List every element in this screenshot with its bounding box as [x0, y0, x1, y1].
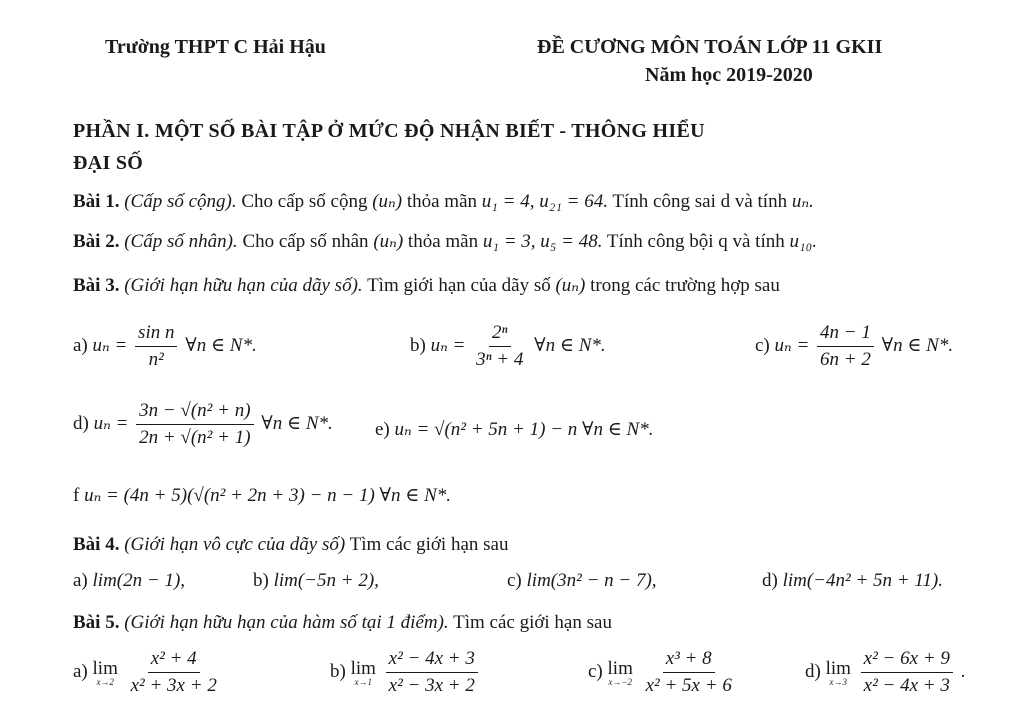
exercise-5-label: Bài 5.: [73, 612, 120, 633]
exercise-3d: [73, 400, 333, 449]
numerator: 2ⁿ: [489, 322, 510, 347]
exercise-3e: [375, 418, 653, 441]
exercise-2-text3: Tính công bội q và tính: [606, 231, 785, 252]
denominator: x² − 4x + 3: [863, 675, 950, 696]
item-label: c): [755, 334, 770, 356]
item-label: a): [73, 660, 88, 682]
exercise-4c: [507, 570, 657, 592]
denominator: 6n + 2: [820, 349, 871, 370]
limit-operator: [826, 658, 851, 687]
exercise-2-target: u₁₀.: [789, 231, 817, 252]
exercise-1: [73, 190, 814, 213]
item-expression: uₙ = (4n + 5)(√(n² + 2n + 3) − n − 1) ∀n ∈ N*.: [84, 485, 451, 506]
item-tail: ∀n ∈ N*.: [261, 412, 333, 434]
exercise-2-topic: (Cấp số nhân).: [124, 231, 238, 252]
fraction: [643, 648, 735, 697]
exercise-1-topic: (Cấp số cộng).: [124, 191, 237, 212]
denominator: 2n + √(n² + 1): [139, 427, 251, 448]
numerator: sin n: [135, 322, 177, 347]
item-label: b): [410, 334, 426, 356]
exercise-3-text1: Tìm giới hạn của dãy số: [367, 275, 551, 296]
exercise-2-text1: Cho cấp số nhân: [242, 231, 369, 252]
exercise-5: [73, 612, 612, 634]
item-tail: .: [960, 660, 966, 682]
limit-operator: [608, 658, 633, 687]
exercise-5-text1: Tìm các giới hạn sau: [453, 612, 612, 633]
limit-subscript: x→3: [829, 677, 847, 687]
item-label: d): [805, 660, 821, 682]
fraction: [135, 322, 177, 371]
denominator: 3ⁿ + 4: [476, 349, 524, 370]
limit-subscript: x→−2: [608, 677, 632, 687]
exercise-5a: [73, 648, 223, 697]
exercise-5c: [588, 648, 738, 697]
denominator: x² + 3x + 2: [130, 675, 217, 696]
exercise-3c: [755, 322, 953, 371]
exercise-2-seq: (uₙ): [373, 231, 404, 252]
document-title: ĐỀ CƯƠNG MÔN TOÁN LỚP 11 GKII: [537, 36, 883, 58]
item-label: e): [375, 419, 390, 440]
exercise-5-topic: (Giới hạn hữu hạn của hàm số tại 1 điểm).: [124, 612, 449, 633]
item-lhs: uₙ =: [93, 412, 129, 434]
item-expression: lim(−5n + 2),: [273, 570, 379, 591]
limit-subscript: x→2: [96, 677, 114, 687]
exercise-1-label: Bài 1.: [73, 191, 120, 212]
fraction: [128, 648, 220, 697]
exercise-3-topic: (Giới hạn hữu hạn của dãy số).: [124, 275, 363, 296]
exercise-1-cond: u₁ = 4, u₂₁ = 64.: [481, 191, 608, 212]
exercise-4d: [762, 570, 943, 592]
limit-subscript: x→1: [354, 677, 372, 687]
item-label: d): [762, 570, 778, 591]
denominator: x² + 5x + 6: [645, 675, 732, 696]
exercise-4-label: Bài 4.: [73, 534, 120, 555]
limit-word: lim: [607, 658, 633, 679]
school-name: Trường THPT C Hải Hậu: [105, 36, 326, 58]
exercise-2-text2: thỏa mãn: [407, 231, 479, 252]
item-label: a): [73, 334, 88, 356]
denominator: x² − 3x + 2: [388, 675, 475, 696]
fraction: [817, 322, 874, 371]
exercise-3b: [410, 322, 606, 371]
item-label: d): [73, 412, 89, 434]
exercise-2-cond: u₁ = 3, u₅ = 48.: [482, 231, 603, 252]
exercise-2: [73, 230, 817, 253]
exercise-3-text2: trong các trường hợp sau: [590, 275, 780, 296]
item-lhs: uₙ =: [92, 334, 128, 356]
exercise-3-seq: (uₙ): [555, 275, 586, 296]
exercise-3-label: Bài 3.: [73, 275, 120, 296]
exercise-1-text3: Tính công sai d và tính: [612, 191, 788, 212]
numerator: 4n − 1: [817, 322, 874, 347]
exercise-2-label: Bài 2.: [73, 231, 120, 252]
limit-word: lim: [92, 658, 118, 679]
item-label: a): [73, 570, 88, 591]
exercise-3: [73, 274, 780, 297]
fraction: [861, 648, 953, 697]
item-label: b): [330, 660, 346, 682]
item-expression: lim(−4n² + 5n + 11).: [782, 570, 944, 591]
item-label: c): [588, 660, 603, 682]
item-expression: lim(2n − 1),: [92, 570, 186, 591]
exercise-4-text1: Tìm các giới hạn sau: [349, 534, 509, 555]
item-expression: uₙ = √(n² + 5n + 1) − n ∀n ∈ N*.: [394, 419, 654, 440]
exercise-3a: [73, 322, 257, 371]
numerator: x² − 4x + 3: [386, 648, 478, 673]
exercise-4-topic: (Giới hạn vô cực của dãy số): [124, 534, 346, 555]
exercise-1-target: uₙ.: [791, 191, 814, 212]
item-tail: ∀n ∈ N*.: [881, 334, 954, 356]
exercise-5b: [330, 648, 481, 697]
numerator: x² − 6x + 9: [861, 648, 953, 673]
exercise-4a: [73, 570, 185, 592]
item-expression: lim(3n² − n − 7),: [526, 570, 657, 591]
item-lhs: uₙ =: [774, 334, 810, 356]
item-label: f: [73, 485, 80, 506]
exercise-4b: [253, 570, 379, 592]
item-tail: ∀n ∈ N*.: [185, 334, 257, 356]
limit-word: lim: [825, 658, 851, 679]
fraction: [386, 648, 478, 697]
item-label: b): [253, 570, 269, 591]
school-year: Năm học 2019-2020: [645, 64, 813, 86]
numerator: 3n − √(n² + n): [136, 400, 253, 425]
exercise-1-text1: Cho cấp số cộng: [241, 191, 368, 212]
item-tail: ∀n ∈ N*.: [534, 334, 606, 356]
numerator: x² + 4: [148, 648, 200, 673]
limit-operator: [351, 658, 376, 687]
item-label: c): [507, 570, 522, 591]
exercise-5d: [805, 648, 965, 697]
exercise-4: [73, 534, 508, 556]
denominator: n²: [148, 349, 164, 370]
section-title: PHẦN I. MỘT SỐ BÀI TẬP Ở MỨC ĐỘ NHẬN BIẾT - THÔNG HIỂU: [73, 120, 705, 142]
limit-operator: [93, 658, 118, 687]
fraction: [473, 322, 526, 371]
limit-word: lim: [350, 658, 376, 679]
numerator: x³ + 8: [663, 648, 715, 673]
fraction: [136, 400, 253, 449]
section-subtitle: ĐẠI SỐ: [73, 152, 144, 174]
exercise-1-text2: thỏa mãn: [406, 191, 478, 212]
exercise-1-seq: (uₙ): [372, 191, 403, 212]
item-lhs: uₙ =: [430, 334, 466, 356]
exercise-3f: [73, 484, 451, 507]
